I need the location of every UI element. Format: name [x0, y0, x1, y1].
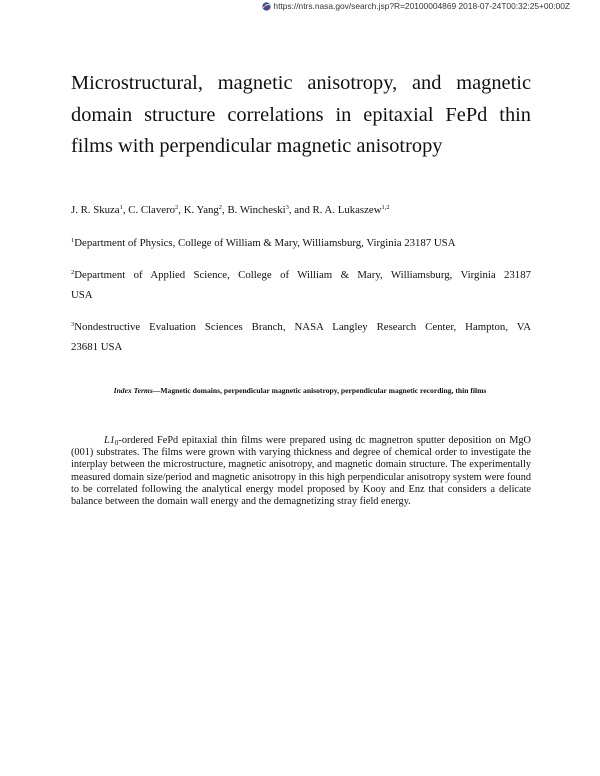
author-separator: , and — [288, 204, 313, 216]
ntrs-stamp — [262, 1, 570, 11]
index-terms — [80, 386, 520, 395]
author-separator: , — [178, 204, 184, 216]
author-affiliation-mark: 1 — [119, 204, 123, 211]
author-separator: , — [222, 204, 228, 216]
affiliation-3 — [71, 317, 531, 357]
index-terms-text: Magnetic domains, perpendicular magnetic anisotropy, perpendicular magnetic recording, thin films — [160, 386, 487, 395]
abstract-phase: L1 — [104, 435, 115, 446]
abstract-phase-subscript: 0 — [114, 439, 119, 447]
author-affiliation-mark: 1,2 — [381, 204, 390, 211]
affiliation-text: Department of Applied Science, College of William & Mary, Williamsburg, Virginia 23187 — [74, 269, 531, 281]
ntrs-url[interactable]: https://ntrs.nasa.gov/search.jsp?R=20100004869 2018-07-24T00:32:25+00:00Z — [273, 1, 570, 11]
author-name: C. Clavero — [128, 204, 176, 216]
index-terms-dash: — — [152, 386, 161, 395]
author-list — [71, 200, 541, 220]
affiliation-text: Nondestructive Evaluation Sciences Branch, NASA Langley Research Center, Hampton, VA — [74, 321, 531, 333]
affiliation-1 — [71, 233, 531, 253]
author-affiliation-mark: 2 — [175, 204, 179, 211]
paper-title: Microstructural, magnetic anisotropy, and magnetic domain structure correlations in epitaxial FePd thin films with perpendicular magnetic anisotropy — [71, 72, 531, 157]
index-terms-label: Index Terms — [113, 386, 153, 395]
ntrs-logo-icon — [262, 2, 271, 11]
author-name: B. Wincheski — [227, 204, 286, 216]
affiliation-text-continued: USA — [71, 289, 93, 301]
abstract — [71, 435, 531, 508]
author-affiliation-mark: 2 — [218, 204, 223, 211]
affiliation-mark: 1 — [71, 237, 75, 244]
author-affiliation-mark: 3 — [285, 204, 289, 211]
author-name: K. Yang — [183, 204, 219, 216]
affiliation-text: Department of Physics, College of William & Mary, Williamsburg, Virginia 23187 USA — [74, 237, 456, 249]
affiliation-mark: 3 — [71, 321, 75, 328]
affiliation-2 — [71, 265, 531, 305]
affiliation-text-continued: 23681 USA — [71, 341, 123, 353]
author-separator: , — [122, 204, 129, 216]
author-name: R. A. Lukaszew — [312, 204, 382, 216]
affiliation-mark: 2 — [71, 269, 75, 276]
abstract-text: -ordered FePd epitaxial thin films were prepared using dc magnetron sputter deposition on MgO (001) substrates. The films were grown with varying thickness and degree of chemical order to investigate the interplay between the microstructure, magnetic anisotropy, and magnetic domain structure. The experimentally measured domain size/period and magnetic anisotropy in this high perpendicular anisotropy system were found to be correlated following the analytical energy model proposed by Kooy and Enz that considers a delicate balance between the domain wall energy and the demagnetizing stray field energy. — [71, 435, 531, 508]
author-name: J. R. Skuza — [71, 204, 120, 216]
